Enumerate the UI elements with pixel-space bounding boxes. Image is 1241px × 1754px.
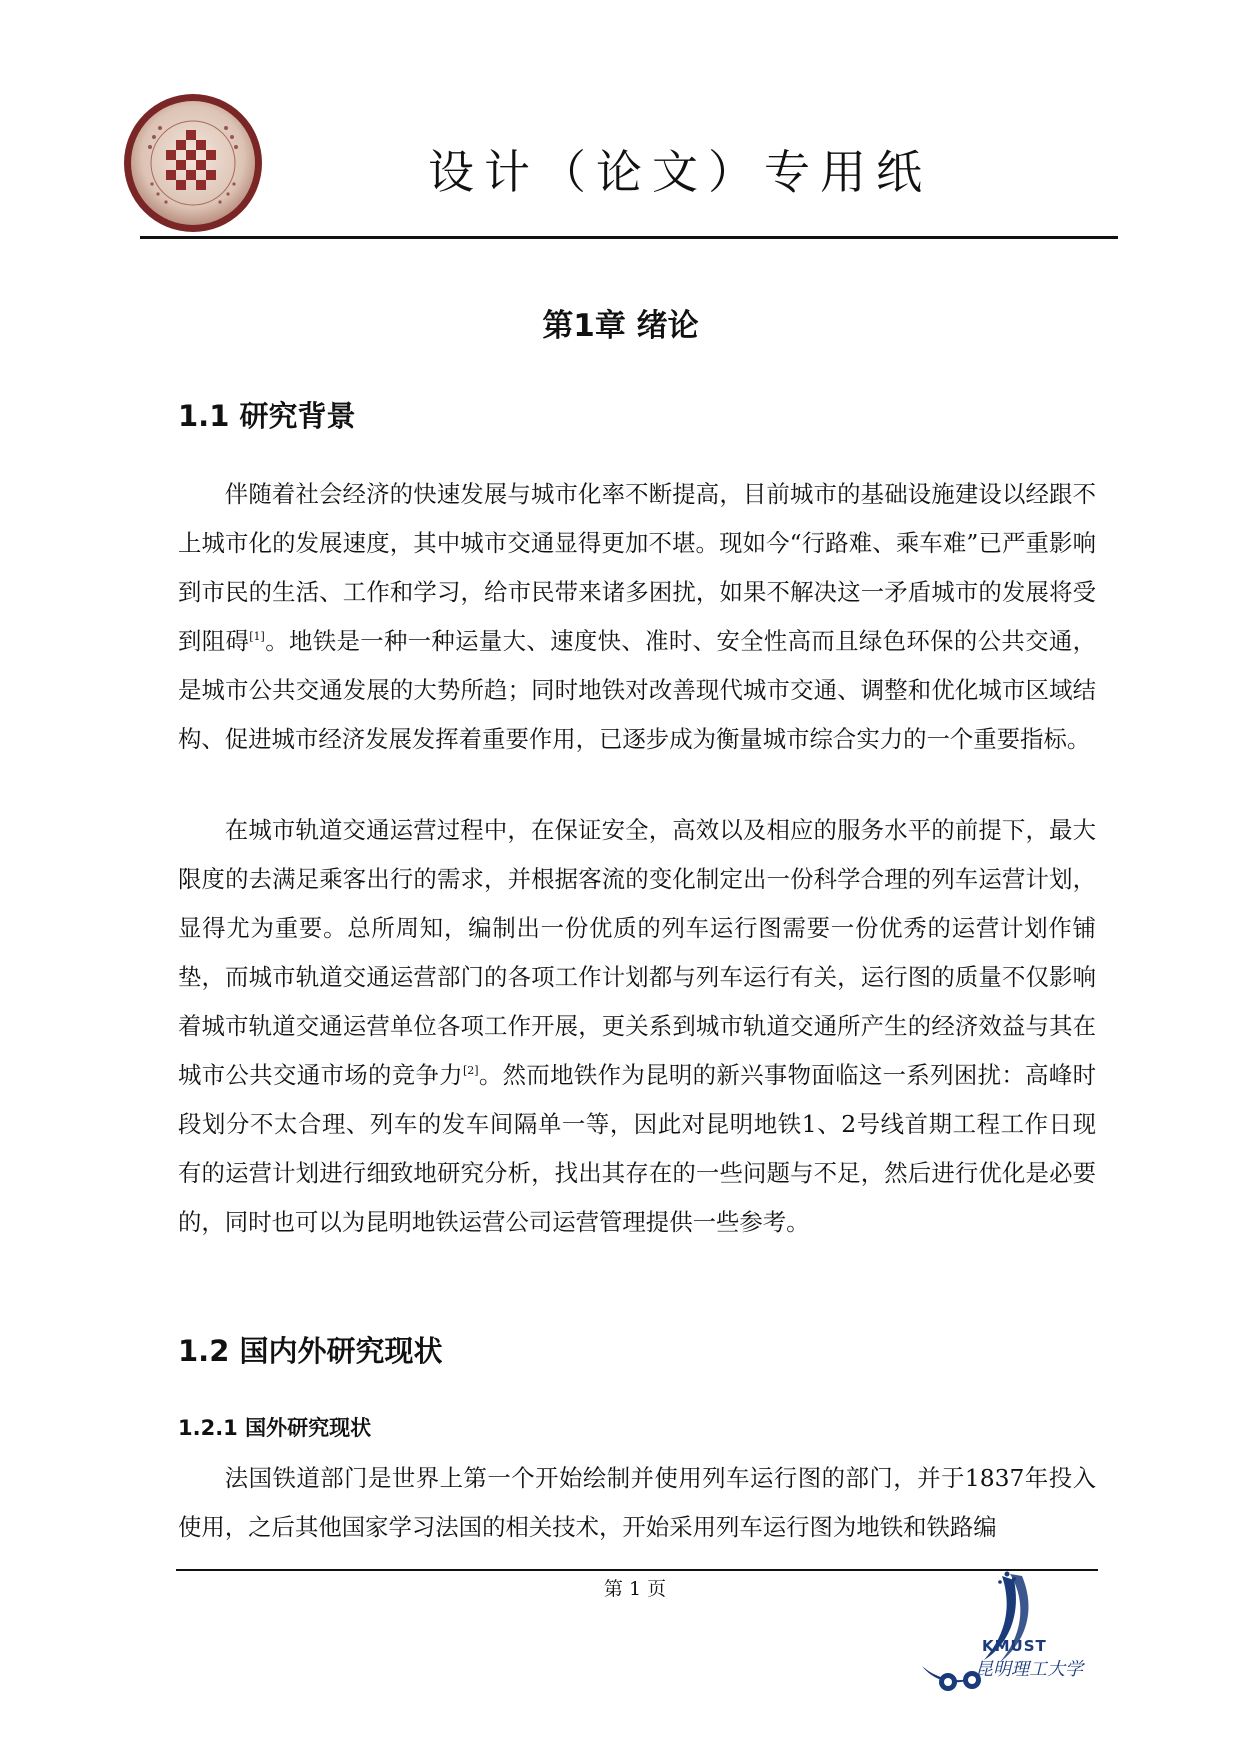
logo-text-cn: 昆明理工大学 [975, 1659, 1083, 1680]
paragraph-foreign-research: 法国铁道部门是世界上第一个开始绘制并使用列车运行图的部门，并于1837年投入使用，之后其他国家学习法国的相关技术，开始采用列车运行图为地铁和铁路编 [178, 1464, 1096, 1541]
paragraph-text: 。然而地铁作为昆明的新兴事物面临这一系列困扰：高峰时段划分不太合理、列车的发车间隔单一等，因此对昆明地铁1、2号线首期工程工作日现有的运营计划进行细致地研究分析，找出其存在的一些问题与不足，然后进行优化是必要的，同时也可以为昆明地铁运营公司运营管理提供一些参考。 [178, 1061, 1097, 1236]
citation-ref: [2] [462, 1064, 479, 1077]
paragraph-background-1 [178, 470, 1096, 764]
citation-ref: [1] [249, 630, 265, 643]
paragraph-text: 。地铁是一种一种运量大、速度快、准时、安全性高而且绿色环保的公共交通，是城市公共交通发展的大势所趋；同时地铁对改善现代城市交通、调整和优化城市区域结构、促进城市经济发展发挥着重要作用，已逐步成为衡量城市综合实力的一个重要指标。 [178, 627, 1097, 753]
section-heading-1-2: 1.2 国内外研究现状 [178, 1334, 443, 1368]
logo-text-en: KMUST [982, 1637, 1047, 1655]
page-number: 第 1 页 [603, 1578, 667, 1600]
paragraph-background-2 [178, 806, 1096, 1247]
header-rule [140, 236, 1118, 239]
paper-title: 设计（论文）专用纸 [428, 145, 932, 199]
chapter-title: 第1章 绪论 [542, 308, 699, 344]
university-seal-logo [122, 92, 264, 234]
paragraph-text: 伴随着社会经济的快速发展与城市化率不断提高，目前城市的基础设施建设以经跟不上城市化的发展速度，其中城市交通显得更加不堪。现如今“行路难、乘车难”已严重影响到市民的生活、工作和学习，给市民带来诸多困扰，如果不解决这一矛盾城市的发展将受到阻碍 [178, 480, 1096, 655]
section-heading-1-1: 1.1 研究背景 [178, 399, 356, 433]
paragraph-text: 在城市轨道交通运营过程中，在保证安全，高效以及相应的服务水平的前提下，最大限度的去满足乘客出行的需求，并根据客流的变化制定出一份科学合理的列车运营计划，显得尤为重要。总所周知，编制出一份优质的列车运行图需要一份优秀的运营计划作铺垫，而城市轨道交通运营部门的各项工作计划都与列车运行有关，运行图的质量不仅影响着城市轨道交通运营单位各项工作开展，更关系到城市轨道交通所产生的经济效益与其在城市公共交通市场的竞争力 [178, 816, 1096, 1089]
subsection-heading-1-2-1: 1.2.1 国外研究现状 [178, 1416, 372, 1440]
